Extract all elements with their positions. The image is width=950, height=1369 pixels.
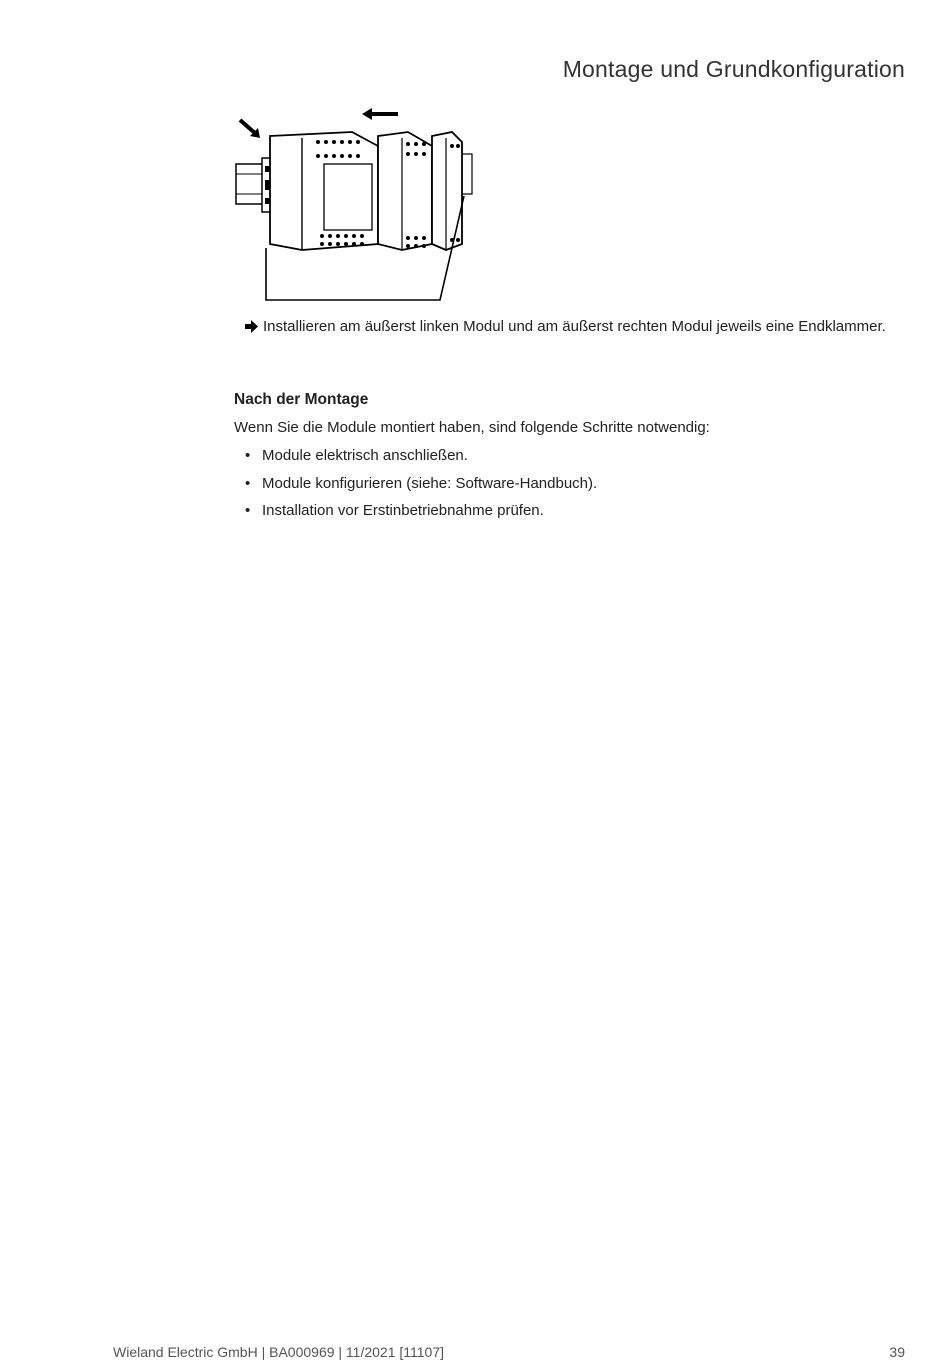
list-item: • Installation vor Erstinbetriebnahme prüfen. xyxy=(245,502,544,519)
din-rail-mounting-illustration xyxy=(232,104,476,306)
instruction-step xyxy=(245,318,886,335)
right-arrow-icon xyxy=(245,320,258,333)
instruction-text: Installieren am äußerst linken Modul und am äußerst rechten Modul jeweils eine Endklammer. xyxy=(263,318,886,335)
section-intro: Wenn Sie die Module montiert haben, sind folgende Schritte notwendig: xyxy=(234,419,710,436)
list-item: • Module elektrisch anschließen. xyxy=(245,447,468,464)
post-mounting-steps-list xyxy=(234,446,597,529)
footer-document-info: Wieland Electric GmbH | BA000969 | 11/2021 [11107] xyxy=(113,1344,445,1360)
section-heading: Nach der Montage xyxy=(234,391,369,408)
page-header-title: Montage und Grundkonfiguration xyxy=(562,56,905,82)
list-item: • Module konfigurieren (siehe: Software-Handbuch). xyxy=(245,474,598,492)
page-number: 39 xyxy=(889,1344,905,1360)
